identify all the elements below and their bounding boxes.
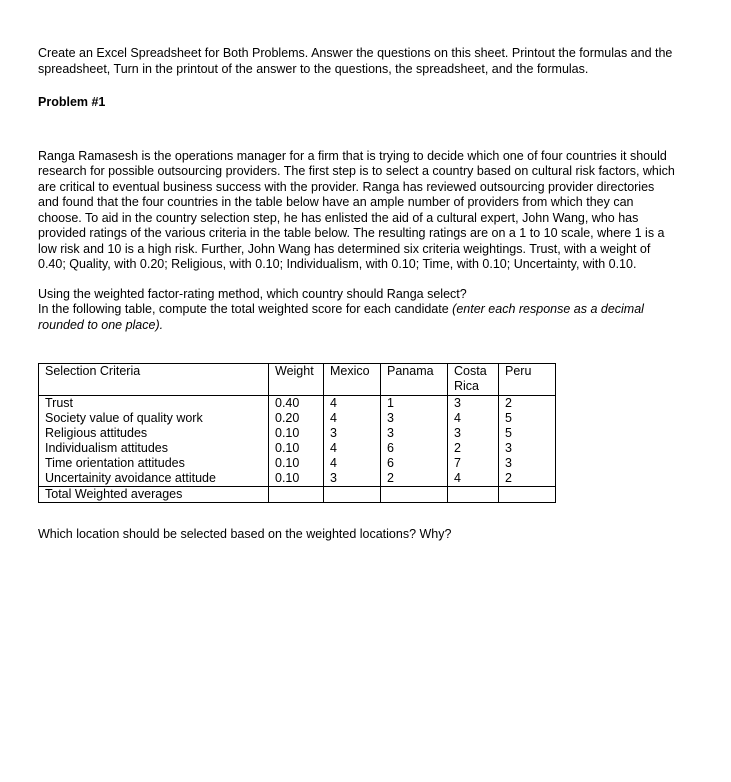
cell-costa-rica: 4 bbox=[448, 411, 499, 426]
cell-panama: 1 bbox=[381, 396, 448, 412]
cell-criteria: Society value of quality work bbox=[39, 411, 269, 426]
cell-panama: 3 bbox=[381, 426, 448, 441]
table-row bbox=[39, 396, 556, 412]
table-row bbox=[39, 471, 556, 487]
scenario-text: Ranga Ramasesh is the operations manager for a firm that is trying to decide which one of four countries it should research for possible outsourcing providers. The first step is to select a country based on cultural risk factors, which are critical to eventual business success with the provider. Ranga has reviewed outsourcing provider directories and found that the four countries in the table below have an ample number of providers from which they can choose. To aid in the country selection step, he has enlisted the aid of a cultural expert, John Wang, who has provided ratings of the various criteria in the table below. The resulting ratings are on a 1 to 10 scale, where 1 is a low risk and 10 is a high risk. Further, John Wang has determined six criteria weightings. Trust, with a weight of 0.40; Quality, with 0.20; Religious, with 0.10; Individualism, with 0.10; Time, with 0.10; Uncertainty, with 0.10. bbox=[38, 148, 675, 271]
cell-mexico: 4 bbox=[324, 456, 381, 471]
cell-panama: 6 bbox=[381, 456, 448, 471]
question-line-1: Using the weighted factor-rating method, which country should Ranga select? bbox=[38, 286, 467, 301]
question-line-2-text: In the following table, compute the total weighted score for each candidate bbox=[38, 302, 449, 316]
cell-costa-rica: 3 bbox=[448, 396, 499, 412]
cell-weight: 0.10 bbox=[269, 441, 324, 456]
final-question: Which location should be selected based on the weighted locations? Why? bbox=[38, 527, 452, 541]
cell-weight: 0.10 bbox=[269, 426, 324, 441]
cell-mexico: 4 bbox=[324, 396, 381, 412]
cell-criteria: Trust bbox=[39, 396, 269, 412]
cell-panama: 3 bbox=[381, 411, 448, 426]
cell-costa-rica: 4 bbox=[448, 471, 499, 487]
header-mexico: Mexico bbox=[324, 364, 381, 396]
cell-weight: 0.40 bbox=[269, 396, 324, 412]
cell-panama: 6 bbox=[381, 441, 448, 456]
cell-peru: 3 bbox=[499, 456, 556, 471]
document-page bbox=[38, 46, 678, 543]
cell-mexico: 3 bbox=[324, 426, 381, 441]
total-row bbox=[39, 487, 556, 503]
total-cell bbox=[499, 487, 556, 503]
header-weight: Weight bbox=[269, 364, 324, 396]
total-cell bbox=[324, 487, 381, 503]
criteria-table-body bbox=[39, 364, 556, 503]
header-panama: Panama bbox=[381, 364, 448, 396]
cell-peru: 5 bbox=[499, 411, 556, 426]
question-line-2 bbox=[38, 302, 678, 333]
cell-costa-rica: 2 bbox=[448, 441, 499, 456]
criteria-table bbox=[38, 363, 556, 503]
cell-panama: 2 bbox=[381, 471, 448, 487]
problem-heading: Problem #1 bbox=[38, 95, 106, 109]
cell-criteria: Individualism attitudes bbox=[39, 441, 269, 456]
cell-weight: 0.20 bbox=[269, 411, 324, 426]
cell-peru: 2 bbox=[499, 396, 556, 412]
total-cell bbox=[448, 487, 499, 503]
header-selection-criteria: Selection Criteria bbox=[39, 364, 269, 396]
table-header-row bbox=[39, 364, 556, 396]
cell-mexico: 4 bbox=[324, 411, 381, 426]
header-costa-rica: Costa Rica bbox=[448, 364, 499, 396]
cell-weight: 0.10 bbox=[269, 471, 324, 487]
instructions-text: Create an Excel Spreadsheet for Both Problems. Answer the questions on this sheet. Printout the formulas and the spreadsheet, Turn in the printout of the answer to the questions, the spreadsheet, and the formulas. bbox=[38, 46, 673, 76]
cell-criteria: Uncertainity avoidance attitude bbox=[39, 471, 269, 487]
question-block bbox=[38, 287, 678, 334]
table-row bbox=[39, 441, 556, 456]
cell-costa-rica: 3 bbox=[448, 426, 499, 441]
total-cell bbox=[269, 487, 324, 503]
question-note: (enter each response as a decimal rounded to one place). bbox=[38, 302, 644, 332]
cell-costa-rica: 7 bbox=[448, 456, 499, 471]
total-label: Total Weighted averages bbox=[39, 487, 269, 503]
cell-mexico: 4 bbox=[324, 441, 381, 456]
cell-peru: 2 bbox=[499, 471, 556, 487]
cell-weight: 0.10 bbox=[269, 456, 324, 471]
table-row bbox=[39, 411, 556, 426]
cell-peru: 3 bbox=[499, 441, 556, 456]
cell-peru: 5 bbox=[499, 426, 556, 441]
table-row bbox=[39, 426, 556, 441]
table-row bbox=[39, 456, 556, 471]
cell-criteria: Religious attitudes bbox=[39, 426, 269, 441]
header-peru: Peru bbox=[499, 364, 556, 396]
cell-mexico: 3 bbox=[324, 471, 381, 487]
cell-criteria: Time orientation attitudes bbox=[39, 456, 269, 471]
total-cell bbox=[381, 487, 448, 503]
